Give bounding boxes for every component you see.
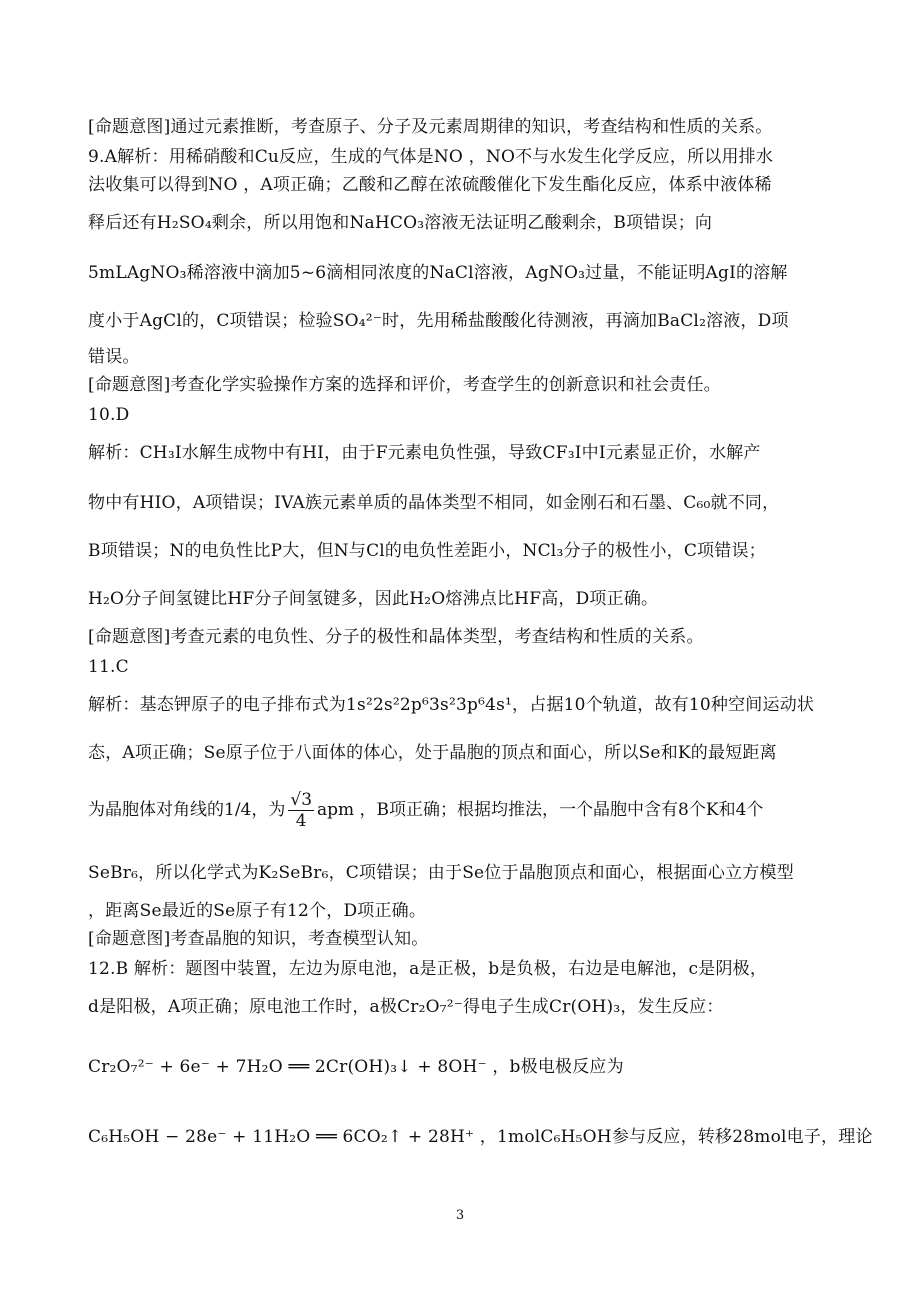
text-line-with-fraction xyxy=(88,790,763,831)
text-line: 11.C xyxy=(88,657,129,677)
text-line: 错误。 xyxy=(88,347,140,367)
text-line: 解析：基态钾原子的电子排布式为1s²2s²2p⁶3s²3p⁶4s¹，占据10个轨道，故有10种空间运动状 xyxy=(88,695,815,715)
text-line: SeBr₆，所以化学式为K₂SeBr₆，C项错误；由于Se位于晶胞顶点和面心，根据面心立方模型 xyxy=(88,863,794,883)
equation-line: C₆H₅OH − 28e⁻ + 11H₂O ══ 6CO₂↑ + 28H⁺ ，1molC₆H₅OH参与反应，转移28mol电子，理论 xyxy=(88,1127,873,1147)
text-line: ，距离Se最近的Se原子有12个，D项正确。 xyxy=(88,901,427,921)
frac-line-before: 为晶胞体对角线的1/4，为 xyxy=(88,800,286,820)
text-line: [命题意图]考查元素的电负性、分子的极性和晶体类型，考查结构和性质的关系。 xyxy=(88,627,704,647)
text-line: d是阳极，A项正确；原电池工作时，a极Cr₂O₇²⁻得电子生成Cr(OH)₃，发生反应： xyxy=(88,997,724,1017)
text-line: 12.B 解析：题图中装置，左边为原电池，a是正极，b是负极，右边是电解池，c是阴极， xyxy=(88,959,768,979)
text-line: 解析：CH₃I水解生成物中有HI，由于F元素电负性强，导致CF₃I中I元素显正价，水解产 xyxy=(88,443,761,463)
text-line: 释后还有H₂SO₄剩余，所以用饱和NaHCO₃溶液无法证明乙酸剩余，B项错误；向 xyxy=(88,213,713,233)
fraction-numerator: √3 xyxy=(290,790,313,810)
text-line: 态，A项正确；Se原子位于八面体的体心，处于晶胞的顶点和面心，所以Se和K的最短距离 xyxy=(88,743,777,763)
text-line: 9.A解析：用稀硝酸和Cu反应，生成的气体是NO ，NO不与水发生化学反应，所以用排水 xyxy=(88,147,774,167)
text-line: 物中有HIO，A项错误；IVA族元素单质的晶体类型不相同，如金刚石和石墨、C₆₀就不同， xyxy=(88,493,780,513)
text-line: 5mLAgNO₃稀溶液中滴加5~6滴相同浓度的NaCl溶液，AgNO₃过量，不能证明AgI的溶解 xyxy=(88,263,788,283)
text-line: [命题意图]通过元素推断，考查原子、分子及元素周期律的知识，考查结构和性质的关系。 xyxy=(88,117,773,137)
text-line: H₂O分子间氢键比HF分子间氢键多，因此H₂O熔沸点比HF高，D项正确。 xyxy=(88,589,659,609)
fraction-denominator: 4 xyxy=(295,811,307,831)
page-number: 3 xyxy=(455,1208,465,1223)
text-line: [命题意图]考查晶胞的知识，考查模型认知。 xyxy=(88,929,429,949)
text-line: [命题意图]考查化学实验操作方案的选择和评价，考查学生的创新意识和社会责任。 xyxy=(88,375,721,395)
text-line: 度小于AgCl的，C项错误；检验SO₄²⁻时，先用稀盐酸酸化待测液，再滴加BaCl₂溶液，D项 xyxy=(88,311,789,331)
text-line: 10.D xyxy=(88,405,130,425)
text-line: 法收集可以得到NO ，A项正确；乙酸和乙醇在浓硫酸催化下发生酯化反应，体系中液体稀 xyxy=(88,175,772,195)
fraction xyxy=(288,790,314,831)
text-line: B项错误；N的电负性比P大，但N与Cl的电负性差距小，NCl₃分子的极性小，C项错误； xyxy=(88,541,766,561)
frac-line-after: apm ，B项正确；根据均推法，一个晶胞中含有8个K和4个 xyxy=(317,800,764,820)
equation-line: Cr₂O₇²⁻ + 6e⁻ + 7H₂O ══ 2Cr(OH)₃↓ + 8OH⁻ ，b极电极反应为 xyxy=(88,1057,624,1077)
